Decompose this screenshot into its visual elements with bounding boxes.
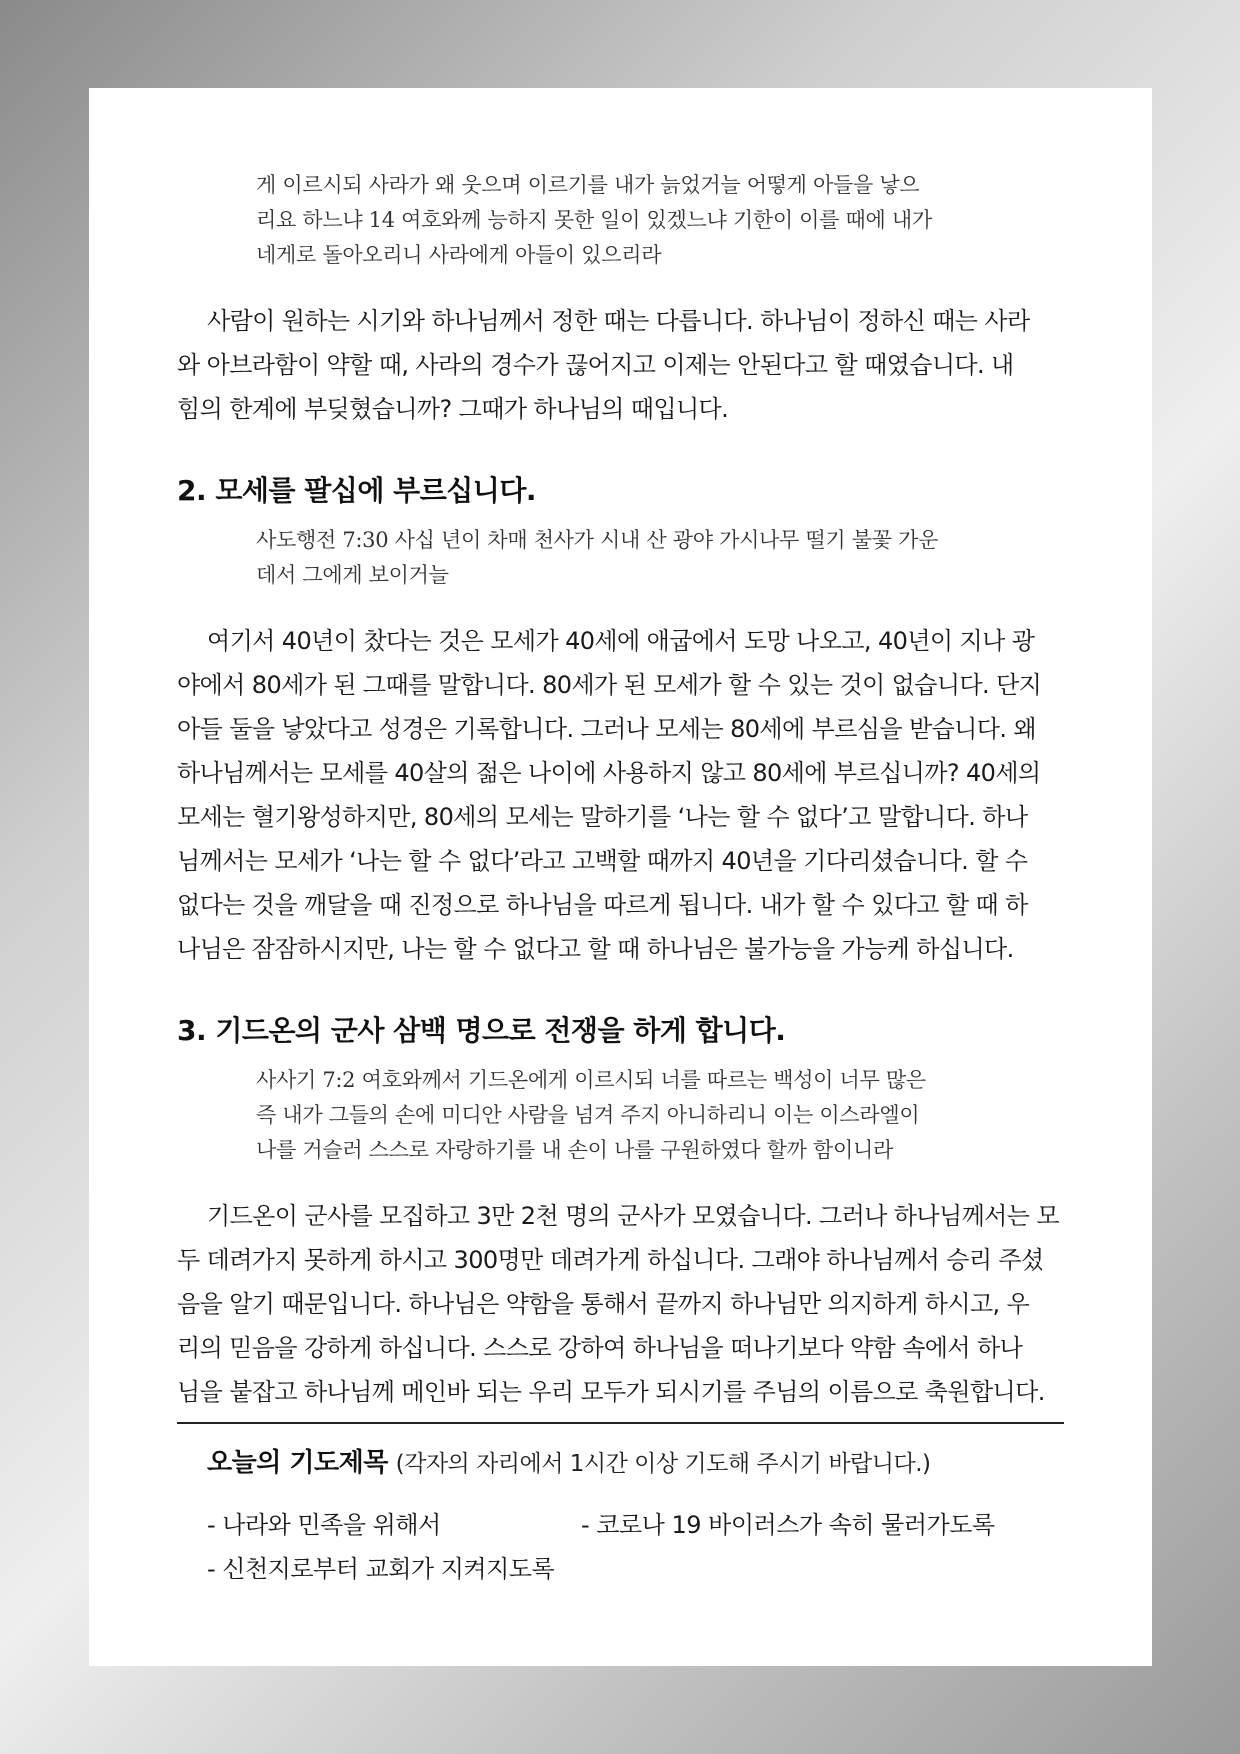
paragraph-line: 야에서 80세가 된 그때를 말합니다. 80세가 된 모세가 할 수 있는 것이 없습니다. 단지 [177, 671, 1042, 699]
paragraph-line: 와 아브라함이 약할 때, 사라의 경수가 끊어지고 이제는 안된다고 할 때였습니다. 내 [177, 351, 1014, 379]
paragraph-line: 리의 믿음을 강하게 하십니다. 스스로 강하여 하나님을 떠나기보다 약함 속에서 하나 [177, 1334, 1023, 1362]
quote-line: 리요 하느냐 14 여호와께 능하지 못한 일이 있겠느냐 기한이 이를 때에 내가 [256, 208, 932, 232]
scripture-quote-2 [256, 523, 996, 593]
prayer-item: - 코로나 19 바이러스가 속히 물러가도록 [581, 1511, 995, 1539]
body-paragraph-1 [177, 299, 1064, 431]
prayer-item: - 나라와 민족을 위해서 [207, 1511, 441, 1539]
prayer-list [177, 1503, 1064, 1603]
scripture-quote-1 [256, 168, 996, 273]
body-paragraph-3 [177, 1194, 1064, 1414]
quote-line: 사사기 7:2 여호와께서 기드온에게 이르시되 너를 따르는 백성이 너무 많은 [256, 1068, 926, 1092]
prayer-title: 오늘의 기도제목 [207, 1448, 388, 1478]
quote-line: 게 이르시되 사라가 왜 웃으며 이르기를 내가 늙었거늘 어떻게 아들을 낳으 [256, 173, 920, 197]
paragraph-line: 아들 둘을 낳았다고 성경은 기록합니다. 그러나 모세는 80세에 부르심을 받습니다. 왜 [177, 715, 1036, 743]
section-heading-3: 3. 기드온의 군사 삼백 명으로 전쟁을 하게 합니다. [177, 1014, 786, 1047]
document-page [89, 88, 1152, 1666]
paragraph-line: 님을 붙잡고 하나님께 메인바 되는 우리 모두가 되시기를 주님의 이름으로 축원합니다. [177, 1378, 1045, 1406]
paragraph-line: 힘의 한계에 부딪혔습니까? 그때가 하나님의 때입니다. [177, 395, 729, 423]
paragraph-line: 기드온이 군사를 모집하고 3만 2천 명의 군사가 모였습니다. 그러나 하나님께서는 모 [207, 1202, 1059, 1230]
quote-line: 데서 그에게 보이거늘 [256, 563, 449, 587]
prayer-item: - 신천지로부터 교회가 지켜지도록 [207, 1555, 555, 1583]
prayer-title-row [177, 1442, 1064, 1479]
paragraph-line: 하나님께서는 모세를 40살의 젊은 나이에 사용하지 않고 80세에 부르십니까? 40세의 [177, 759, 1041, 787]
paragraph-line: 여기서 40년이 찼다는 것은 모세가 40세에 애굽에서 도망 나오고, 40년이 지나 광 [207, 627, 1035, 655]
scripture-quote-3 [256, 1063, 996, 1168]
body-paragraph-2 [177, 619, 1064, 971]
paragraph-line: 나님은 잠잠하시지만, 나는 할 수 없다고 할 때 하나님은 불가능을 가능케 하십니다. [177, 935, 1014, 963]
quote-line: 나를 거슬러 스스로 자랑하기를 내 손이 나를 구원하였다 할까 함이니라 [256, 1138, 893, 1162]
quote-line: 네게로 돌아오리니 사라에게 아들이 있으리라 [256, 243, 662, 267]
paragraph-line: 없다는 것을 깨달을 때 진정으로 하나님을 따르게 됩니다. 내가 할 수 있다고 할 때 하 [177, 891, 1028, 919]
quote-line: 사도행전 7:30 사십 년이 차매 천사가 시내 산 광야 가시나무 떨기 불꽃 가운 [256, 528, 939, 552]
paragraph-line: 두 데려가지 못하게 하시고 300명만 데려가게 하십니다. 그래야 하나님께서 승리 주셨 [177, 1246, 1044, 1274]
paragraph-line: 음을 알기 때문입니다. 하나님은 약함을 통해서 끝까지 하나님만 의지하게 하시고, 우 [177, 1290, 1030, 1318]
section-heading-2: 2. 모세를 팔십에 부르십니다. [177, 474, 537, 507]
paragraph-line: 사람이 원하는 시기와 하나님께서 정한 때는 다릅니다. 하나님이 정하신 때는 사라 [207, 307, 1030, 335]
quote-line: 즉 내가 그들의 손에 미디안 사람을 넘겨 주지 아니하리니 이는 이스라엘이 [256, 1103, 920, 1127]
divider-line [177, 1422, 1064, 1424]
paragraph-line: 모세는 혈기왕성하지만, 80세의 모세는 말하기를 ‘나는 할 수 없다’고 말합니다. 하나 [177, 803, 1028, 831]
prayer-subtitle: (각자의 자리에서 1시간 이상 기도해 주시기 바랍니다.) [395, 1451, 931, 1477]
paragraph-line: 님께서는 모세가 ‘나는 할 수 없다’라고 고백할 때까지 40년을 기다리셨습니다. 할 수 [177, 847, 1028, 875]
